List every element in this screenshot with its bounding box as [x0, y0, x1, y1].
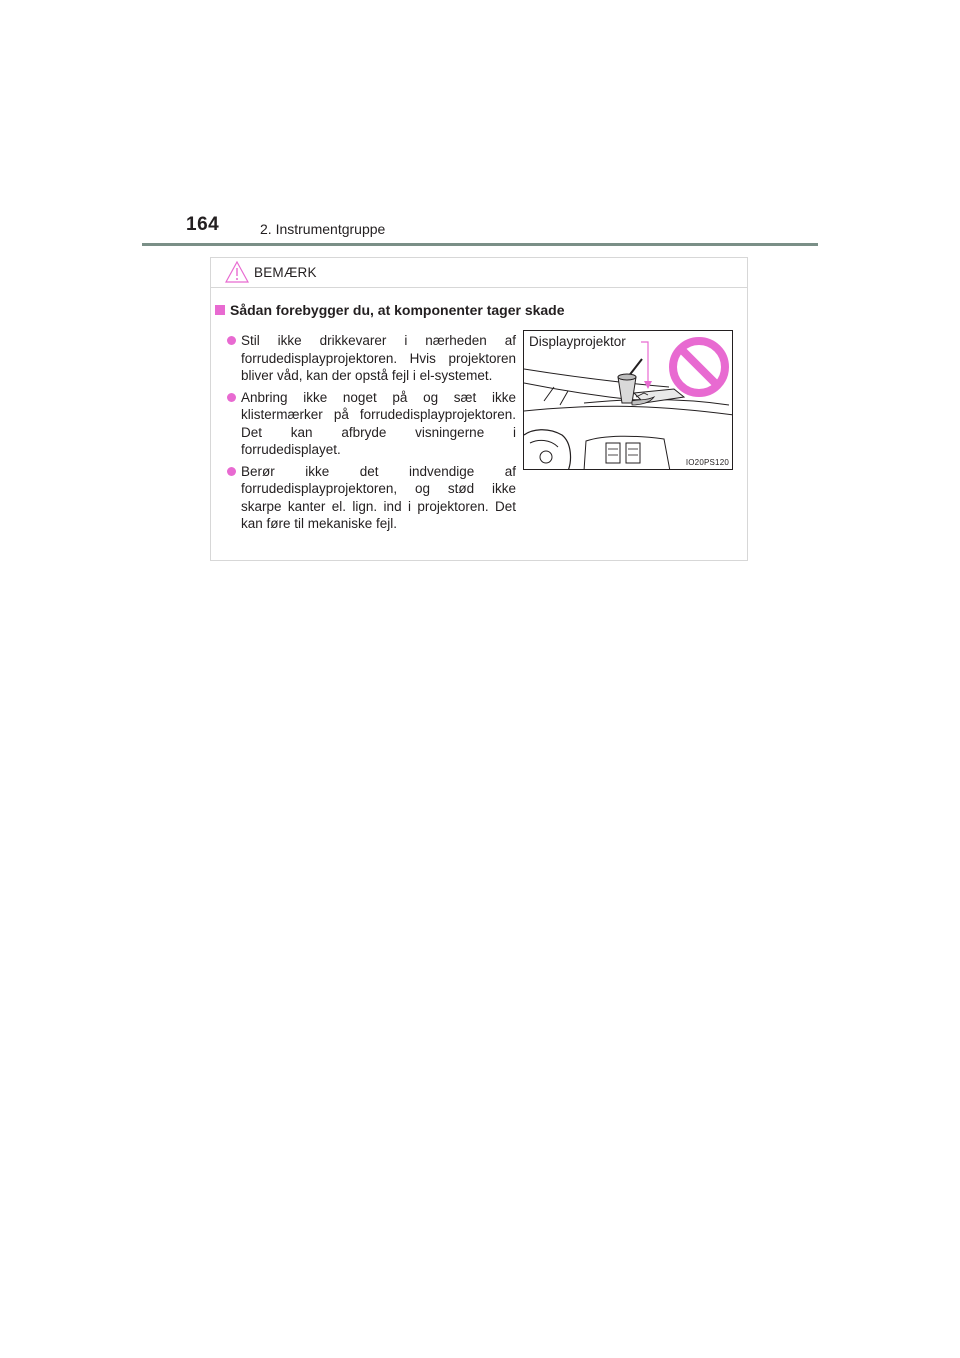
- warning-triangle-icon: [225, 261, 249, 283]
- list-item: [227, 332, 516, 385]
- prohibition-icon: [668, 336, 730, 398]
- circle-bullet-icon: [227, 336, 236, 345]
- page-number: 164: [186, 214, 220, 235]
- notice-heading: [215, 302, 565, 318]
- callout-label: Displayprojektor: [529, 334, 626, 349]
- notice-header: [211, 258, 747, 288]
- circle-bullet-icon: [227, 467, 236, 476]
- list-item: [227, 389, 516, 459]
- circle-bullet-icon: [227, 393, 236, 402]
- list-item-text: Anbring ikke noget på og sæt ikke klistermærker på forrudedisplayprojektoren. Det kan afbryde visningerne i forrudedisplayet.: [241, 389, 516, 457]
- notice-box: [210, 257, 748, 561]
- list-item-text: Stil ikke drikkevarer i nærheden af forrudedisplayprojektoren. Hvis projektoren bliver våd, kan der opstå fejl i el-systemet.: [241, 333, 516, 383]
- header-rule: [142, 243, 818, 246]
- list-item-text: Berør ikke det indvendige af forrudedisplayprojektoren, og stød ikke skarpe kanter el. lign. ind i projektoren. Det kan føre til mekaniske fejl.: [241, 463, 516, 531]
- notice-heading-text: Sådan forebygger du, at komponenter tager skade: [230, 302, 565, 318]
- notice-label: BEMÆRK: [254, 265, 317, 280]
- list-item: [227, 463, 516, 533]
- square-bullet-icon: [215, 305, 225, 315]
- dashboard-illustration: [523, 330, 733, 470]
- section-title: 2. Instrumentgruppe: [260, 221, 386, 237]
- bullet-list: [227, 332, 516, 537]
- image-code: IO20PS120: [685, 458, 729, 467]
